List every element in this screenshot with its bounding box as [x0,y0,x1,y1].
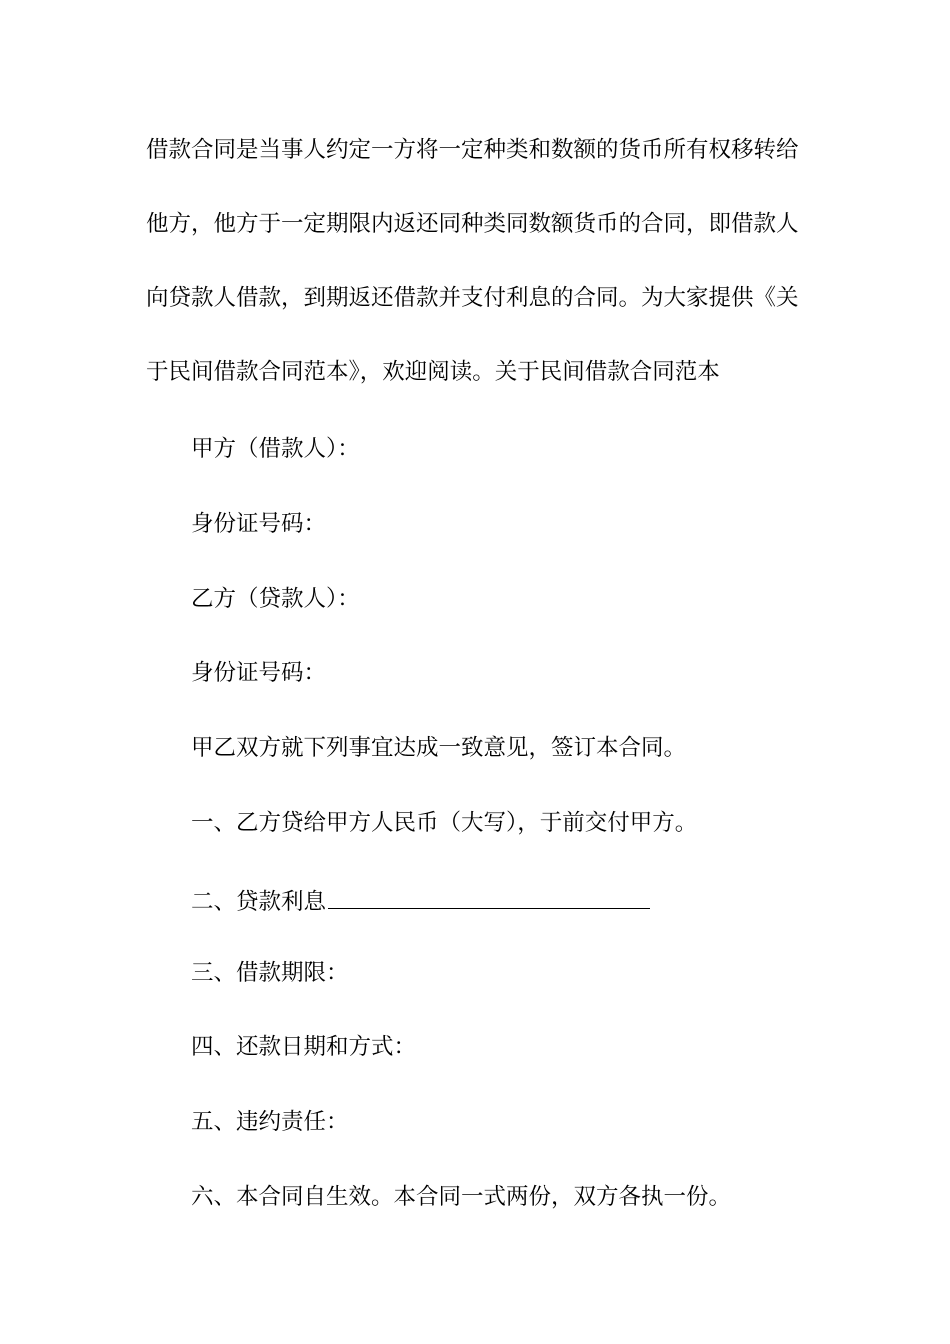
clause-2-interest [191,878,811,953]
clause-3-term: 三、借款期限： [191,959,349,986]
intro-line-4: 于民间借款合同范本》，欢迎阅读。关于民间借款合同范本 [146,359,720,385]
agreement-statement: 甲乙双方就下列事宜达成一致意见，签订本合同。 [191,735,687,762]
contract-body [191,429,811,1252]
party-a-label: 甲方（借款人）： [191,436,360,462]
intro-paragraph [146,130,806,426]
party-b-label: 乙方（贷款人）： [191,585,360,612]
clause-1-loan-amount: 一、乙方贷给甲方人民币（大写），于前交付甲方。 [191,809,698,836]
clause-4-repayment: 四、还款日期和方式： [191,1034,417,1061]
clause-6-effect: 六、本合同自生效。本合同一式两份，双方各执一份。 [191,1183,732,1210]
clause-2-label: 二、贷款利息 [191,888,327,915]
clause-5-liability: 五、违约责任： [191,1109,349,1136]
party-a-id-label: 身份证号码： [191,510,327,537]
intro-line-2: 他方，他方于一定期限内返还同种类同数额货币的合同，即借款人 [146,211,799,237]
intro-line-1: 借款合同是当事人约定一方将一定种类和数额的货币所有权移转给 [146,137,799,163]
party-b-id-label: 身份证号码： [191,660,327,687]
intro-line-3: 向贷款人借款，到期返还借款并支付利息的合同。为大家提供《关 [146,285,799,311]
interest-blank-line [328,878,650,909]
